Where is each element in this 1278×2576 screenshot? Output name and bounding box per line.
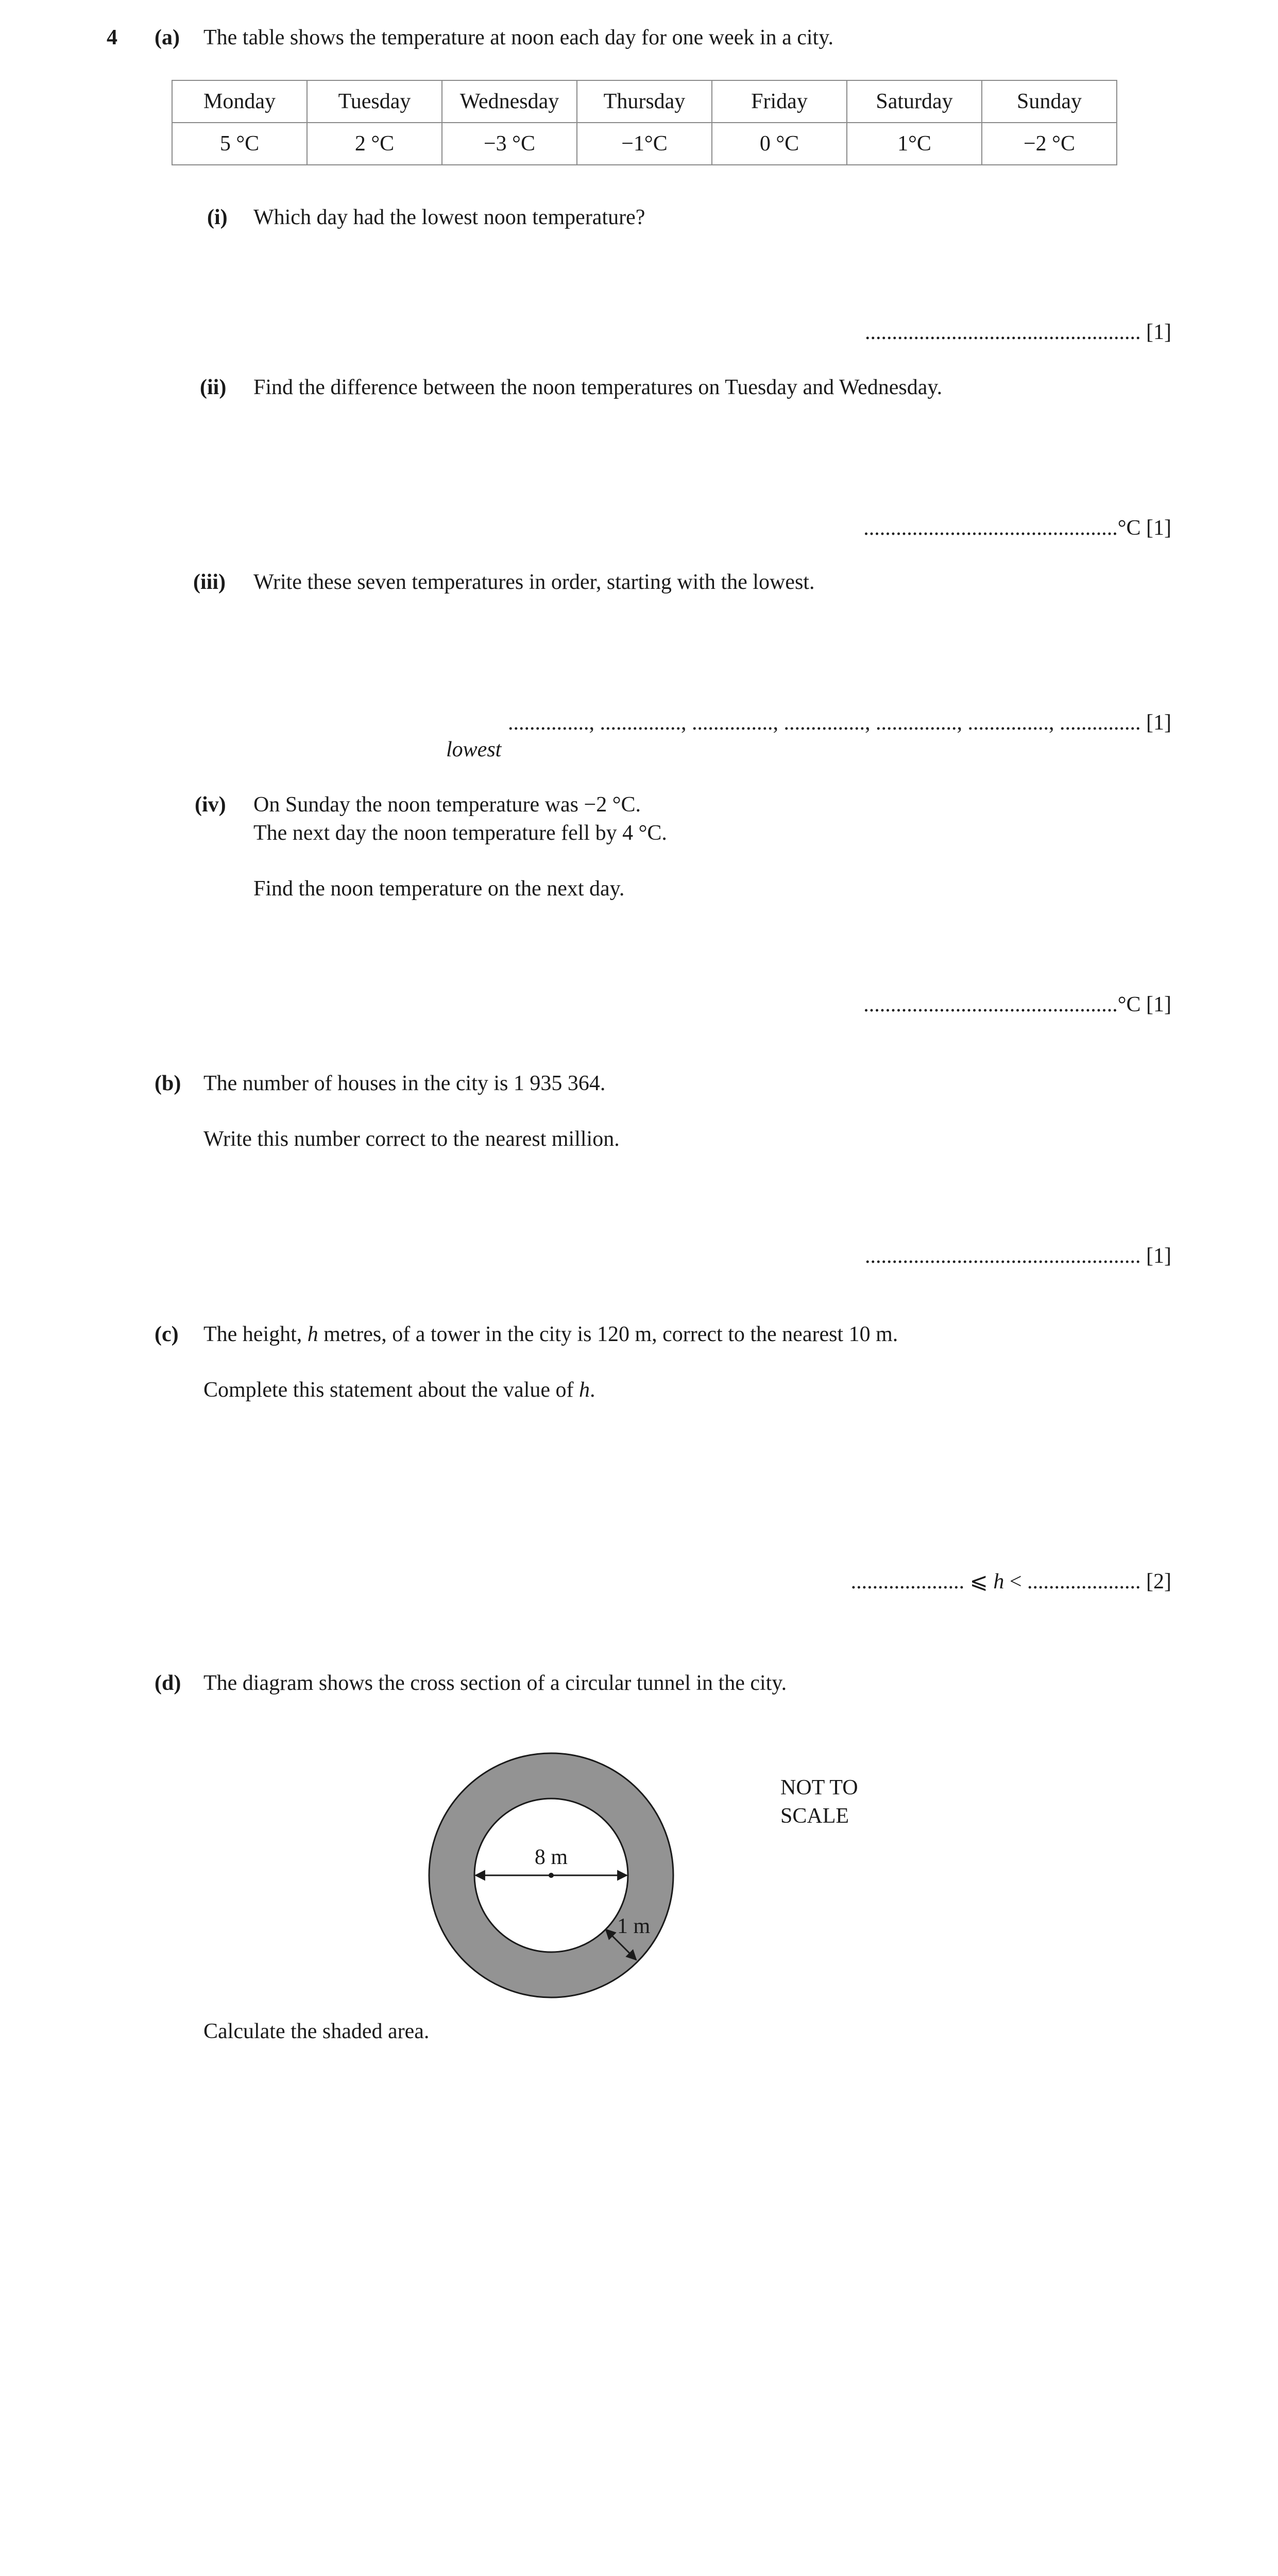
part-a-iv-line3: Find the noon temperature on the next day.	[253, 877, 625, 901]
part-d-label: (d)	[155, 1671, 181, 1695]
not-to-scale-line2: SCALE	[780, 1804, 849, 1828]
part-c-answer-line[interactable]: ..................... ⩽ h < ..................... [2]	[850, 1570, 1171, 1594]
not-to-scale-note	[780, 1774, 858, 1831]
part-a-ii-answer-line[interactable]: ...............................................°C [1]	[863, 516, 1171, 540]
table-row-temperatures	[172, 123, 1117, 165]
table-cell-day: Tuesday	[307, 80, 442, 123]
part-a-iii-answer-line[interactable]: ..............., ..............., ..............., ..............., ..............., ..............., ............... [1]	[508, 711, 1171, 735]
part-b-line2: Write this number correct to the nearest million.	[203, 1127, 620, 1151]
tunnel-cross-section-diagram	[422, 1747, 680, 2004]
centre-point	[549, 1873, 554, 1878]
table-cell-day: Monday	[172, 80, 307, 123]
part-c-line1: The height, h metres, of a tower in the city is 120 m, correct to the nearest 10 m.	[203, 1323, 898, 1346]
part-b-label: (b)	[155, 1072, 181, 1095]
part-a-iii-text: Write these seven temperatures in order, starting with the lowest.	[253, 570, 815, 594]
table-cell-temperature: 0 °C	[712, 123, 847, 165]
part-a-i-text: Which day had the lowest noon temperature?	[253, 206, 645, 229]
part-c-label: (c)	[155, 1323, 179, 1346]
part-a-iv-label: (iv)	[195, 793, 226, 817]
table-cell-temperature: 5 °C	[172, 123, 307, 165]
table-cell-day: Friday	[712, 80, 847, 123]
table-cell-day: Wednesday	[442, 80, 577, 123]
part-d-intro: The diagram shows the cross section of a circular tunnel in the city.	[203, 1671, 787, 1695]
part-a-ii-text: Find the difference between the noon temperatures on Tuesday and Wednesday.	[253, 376, 943, 399]
diameter-label: 8 m	[534, 1845, 568, 1869]
part-a-intro: The table shows the temperature at noon each day for one week in a city.	[203, 26, 833, 49]
table-cell-temperature: 2 °C	[307, 123, 442, 165]
table-cell-day: Sunday	[982, 80, 1117, 123]
table-cell-temperature: −1°C	[577, 123, 712, 165]
table-cell-temperature: −3 °C	[442, 123, 577, 165]
part-a-iv-answer-line[interactable]: ...............................................°C [1]	[863, 993, 1171, 1016]
temperature-table	[172, 80, 1117, 165]
question-number: 4	[107, 26, 117, 49]
part-a-label: (a)	[155, 26, 180, 49]
part-a-i-label: (i)	[207, 206, 228, 229]
part-a-iii-label: (iii)	[193, 570, 226, 594]
table-cell-temperature: 1°C	[847, 123, 982, 165]
lowest-label: lowest	[446, 738, 502, 761]
table-cell-day: Saturday	[847, 80, 982, 123]
part-d-instruction: Calculate the shaded area.	[203, 2020, 430, 2043]
table-row-days	[172, 80, 1117, 123]
part-a-iv-line2: The next day the noon temperature fell by 4 °C.	[253, 821, 667, 845]
part-a-i-answer-line[interactable]: ................................................... [1]	[865, 320, 1171, 344]
part-a-iv-line1: On Sunday the noon temperature was −2 °C.	[253, 793, 641, 817]
part-c-line2: Complete this statement about the value of h.	[203, 1378, 595, 1402]
part-a-ii-label: (ii)	[200, 376, 227, 399]
table-cell-temperature: −2 °C	[982, 123, 1117, 165]
part-b-answer-line[interactable]: ................................................... [1]	[865, 1244, 1171, 1268]
part-b-line1: The number of houses in the city is 1 935 364.	[203, 1072, 606, 1095]
not-to-scale-line1: NOT TO	[780, 1776, 858, 1800]
table-cell-day: Thursday	[577, 80, 712, 123]
thickness-label: 1 m	[617, 1914, 651, 1938]
